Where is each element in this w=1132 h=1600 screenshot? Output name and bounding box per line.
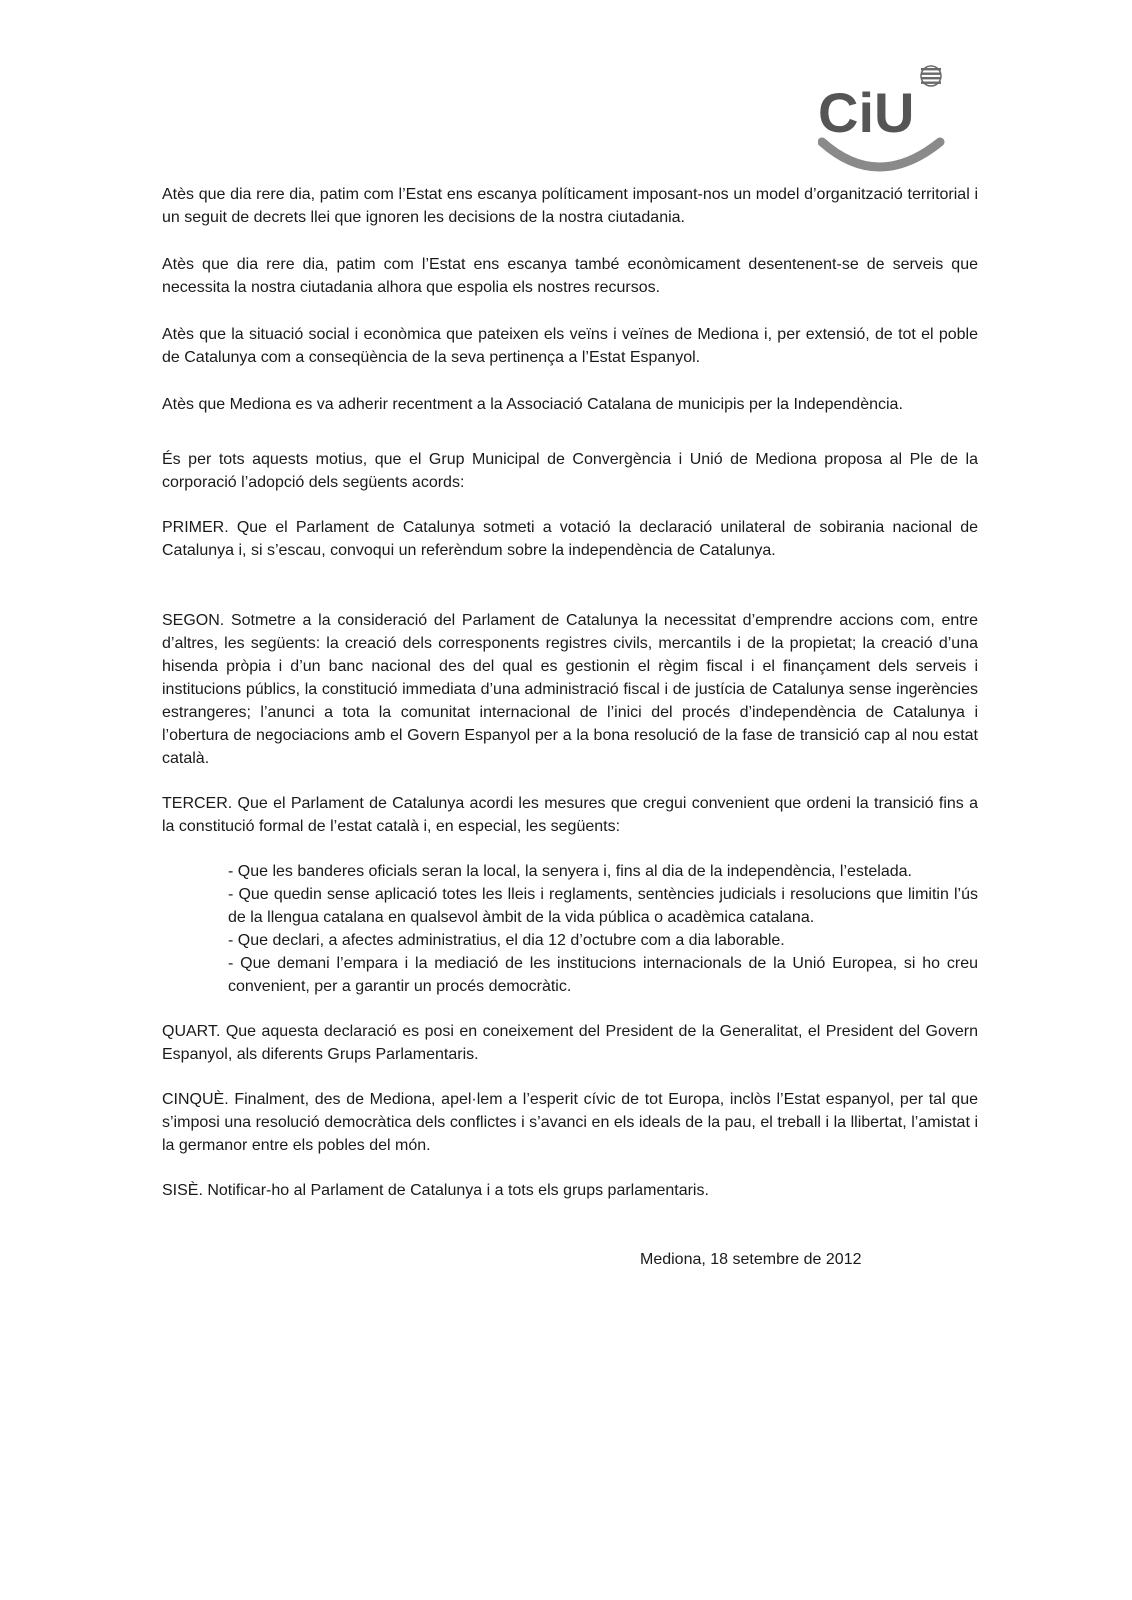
resolution-quart: QUART. Que aquesta declaració es posi en coneixement del President de la Generalitat, el President del Govern Espanyol, als diferents Grups Parlamentaris. bbox=[162, 1023, 978, 1063]
paragraph-2: Atès que dia rere dia, patim com l’Estat ens escanya també econòmicament desentenent-se de serveis que necessita la nostra ciutadania alhora que espolia els nostres recursos. bbox=[162, 256, 978, 296]
logo-text: CiU bbox=[818, 81, 915, 144]
ciu-logo bbox=[818, 60, 978, 188]
paragraph-3: Atès que la situació social i econòmica que pateixen els veïns i veïnes de Mediona i, per extensió, de tot el poble de Catalunya com a conseqüència de la seva pertinença a l’Estat Espanyol. bbox=[162, 326, 978, 366]
list-item: - Que quedin sense aplicació totes les lleis i reglaments, sentències judicials i resolucions que limitin l’ús de la llengua catalana en qualsevol àmbit de la vida pública o acadèmica catalana. bbox=[228, 886, 978, 926]
paragraph-4: Atès que Mediona es va adherir recentment a la Associació Catalana de municipis per la Independència. bbox=[162, 396, 903, 413]
paragraph-5: És per tots aquests motius, que el Grup Municipal de Convergència i Unió de Mediona proposa al Ple de la corporació l’adopció dels següents acords: bbox=[162, 451, 978, 491]
resolution-tercer: TERCER. Que el Parlament de Catalunya acordi les mesures que cregui convenient que ordeni la transició fins a la constitució formal de l’estat català i, en especial, les següents: bbox=[162, 795, 978, 835]
signature-date: Mediona, 18 setembre de 2012 bbox=[640, 1251, 862, 1268]
ciu-logo-graphic bbox=[818, 60, 978, 188]
paragraph-1: Atès que dia rere dia, patim com l’Estat ens escanya políticament imposant-nos un model d’organització territorial i un seguit de decrets llei que ignoren les decisions de la nostra ciutadania. bbox=[162, 186, 978, 226]
list-item: - Que declari, a afectes administratius, el dia 12 d’octubre com a dia laborable. bbox=[228, 932, 785, 949]
list-item: - Que demani l’empara i la mediació de les institucions internacionals de la Unió Europea, si ho creu convenient, per a garantir un procés democràtic. bbox=[228, 955, 978, 995]
tercer-list bbox=[162, 860, 978, 998]
resolution-primer: PRIMER. Que el Parlament de Catalunya sotmeti a votació la declaració unilateral de sobirania nacional de Catalunya i, si s’escau, convoqui un referèndum sobre la independència de Catalunya. bbox=[162, 519, 978, 559]
resolution-sise: SISÈ. Notificar-ho al Parlament de Catalunya i a tots els grups parlamentaris. bbox=[162, 1182, 709, 1199]
list-item: - Que les banderes oficials seran la local, la senyera i, fins al dia de la independència, l’estelada. bbox=[228, 863, 912, 880]
smile-icon bbox=[822, 142, 940, 167]
globe-icon bbox=[921, 66, 941, 86]
resolution-segon: SEGON. Sotmetre a la consideració del Parlament de Catalunya la necessitat d’emprendre accions com, entre d’altres, les següents: la creació dels corresponents registres civils, mercantils i de la propietat; la creació d’una hisenda pròpia i d’un banc nacional des del qual es gestionin el règim fiscal i el finançament dels serveis i institucions públics, la constitució immediata d’una administració fiscal i de justícia de Catalunya sense ingerències estrangeres; l’anunci a tota la comunitat internacional de l’inici del procés d’independència de Catalunya i l’obertura de negociacions amb el Govern Espanyol per a la bona resolució de la fase de transició cap al nou estat català. bbox=[162, 612, 978, 767]
resolution-cinque: CINQUÈ. Finalment, des de Mediona, apel·lem a l’esperit cívic de tot Europa, inclòs l’Estat espanyol, per tal que s’imposi una resolució democràtica dels conflictes i s’avanci en els ideals de la pau, el treball i la llibertat, l’amistat i la germanor entre els pobles del món. bbox=[162, 1091, 978, 1154]
document-body bbox=[162, 183, 978, 1202]
